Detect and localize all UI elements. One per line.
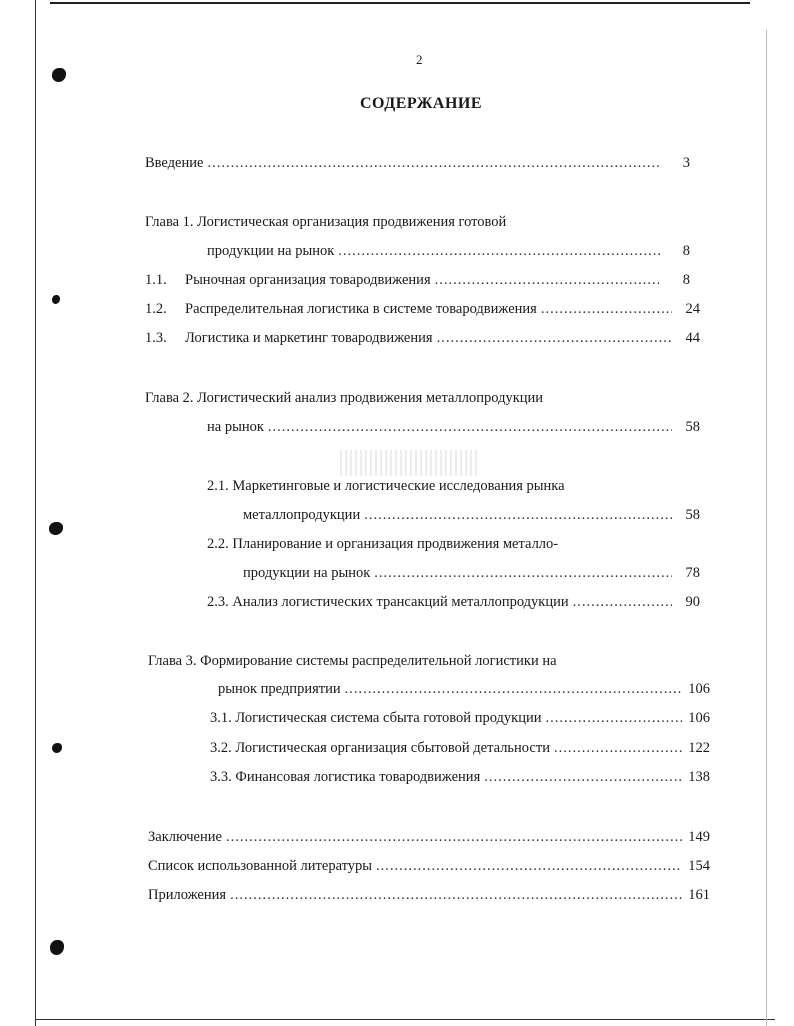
punch-hole-blot bbox=[52, 743, 62, 753]
toc-entry-conclusion bbox=[148, 829, 710, 846]
scan-smudge bbox=[340, 450, 480, 476]
leader-dots bbox=[345, 681, 682, 698]
toc-entry-intro bbox=[145, 155, 690, 172]
entry-page: 106 bbox=[688, 681, 710, 697]
toc-entry-section bbox=[210, 769, 710, 786]
entry-page: 3 bbox=[682, 155, 690, 171]
entry-page: 8 bbox=[682, 243, 690, 259]
entry-page: 154 bbox=[688, 858, 710, 874]
entry-title: Список использованной литературы bbox=[148, 858, 373, 874]
toc-entry-section bbox=[207, 594, 700, 611]
entry-title: продукции на рынок bbox=[207, 243, 335, 259]
entry-page: 24 bbox=[685, 301, 700, 317]
leader-dots bbox=[545, 710, 682, 727]
toc-entry-chapter1 bbox=[207, 243, 690, 260]
leader-dots bbox=[376, 858, 682, 875]
leader-dots bbox=[484, 769, 682, 786]
section-title: 2.1. Маркетинговые и логистические исследования рынка bbox=[207, 478, 565, 494]
entry-page: 90 bbox=[685, 594, 700, 610]
entry-title: 3.3. Финансовая логистика товародвижения bbox=[210, 769, 481, 785]
entry-page: 44 bbox=[685, 330, 700, 346]
entry-page: 138 bbox=[688, 769, 710, 785]
entry-title: продукции на рынок bbox=[243, 565, 371, 581]
entry-page: 58 bbox=[685, 419, 700, 435]
entry-title: металлопродукции bbox=[243, 507, 361, 523]
chapter2-title: Глава 2. Логистический анализ продвижения металлопродукции bbox=[145, 390, 544, 406]
leader-dots bbox=[230, 887, 682, 904]
scan-top-border bbox=[50, 2, 750, 4]
scan-right-border bbox=[766, 30, 767, 1026]
punch-hole-blot bbox=[52, 295, 60, 304]
scan-bottom-border bbox=[35, 1019, 775, 1020]
section-title: 2.2. Планирование и организация продвижения металло- bbox=[207, 536, 559, 552]
entry-title: 3.2. Логистическая организация сбытовой детальности bbox=[210, 740, 550, 756]
toc-heading: СОДЕРЖАНИЕ bbox=[360, 95, 483, 112]
toc-entry-section bbox=[210, 740, 710, 757]
toc-entry-section bbox=[145, 272, 690, 289]
punch-hole-blot bbox=[50, 940, 64, 955]
entry-page: 8 bbox=[682, 272, 690, 288]
leader-dots bbox=[435, 272, 662, 289]
section-number: 1.3. bbox=[145, 330, 167, 346]
leader-dots bbox=[573, 594, 672, 611]
entry-page: 106 bbox=[688, 710, 710, 726]
entry-title: Логистика и маркетинг товародвижения bbox=[185, 330, 433, 346]
toc-entry-section bbox=[243, 507, 700, 524]
leader-dots bbox=[554, 740, 682, 757]
entry-title: Приложения bbox=[148, 887, 227, 903]
page-number: 2 bbox=[416, 52, 423, 67]
entry-title: Распределительная логистика в системе товародвижения bbox=[185, 301, 537, 317]
chapter3-title: Глава 3. Формирование системы распределительной логистики на bbox=[148, 653, 557, 669]
section-number: 1.2. bbox=[145, 301, 167, 317]
entry-title: 2.3. Анализ логистических трансакций металлопродукции bbox=[207, 594, 569, 610]
leader-dots bbox=[541, 301, 672, 318]
toc-entry-appendices bbox=[148, 887, 710, 904]
entry-page: 58 bbox=[685, 507, 700, 523]
entry-title: Заключение bbox=[148, 829, 222, 845]
chapter1-title: Глава 1. Логистическая организация продвижения готовой bbox=[145, 214, 507, 230]
toc-entry-section bbox=[210, 710, 710, 727]
entry-title: на рынок bbox=[207, 419, 264, 435]
leader-dots bbox=[437, 330, 672, 347]
section-number: 1.1. bbox=[145, 272, 167, 288]
toc-entry-section bbox=[145, 301, 700, 318]
toc-entry-chapter3 bbox=[218, 681, 710, 698]
entry-title: Рыночная организация товародвижения bbox=[185, 272, 431, 288]
toc-entry-section bbox=[145, 330, 700, 347]
toc-entry-references bbox=[148, 858, 710, 875]
entry-title: Введение bbox=[145, 155, 204, 171]
toc-entry-section bbox=[243, 565, 700, 582]
leader-dots bbox=[268, 419, 672, 436]
entry-page: 149 bbox=[688, 829, 710, 845]
leader-dots bbox=[207, 155, 662, 172]
leader-dots bbox=[226, 829, 682, 846]
leader-dots bbox=[338, 243, 662, 260]
toc-entry-chapter2 bbox=[207, 419, 700, 436]
punch-hole-blot bbox=[49, 522, 63, 535]
scan-left-border bbox=[35, 0, 36, 1026]
entry-page: 122 bbox=[688, 740, 710, 756]
entry-page: 161 bbox=[688, 887, 710, 903]
entry-title: 3.1. Логистическая система сбыта готовой продукции bbox=[210, 710, 542, 726]
leader-dots bbox=[364, 507, 672, 524]
entry-page: 78 bbox=[685, 565, 700, 581]
leader-dots bbox=[374, 565, 672, 582]
punch-hole-blot bbox=[52, 68, 66, 82]
entry-title: рынок предприятии bbox=[218, 681, 341, 697]
